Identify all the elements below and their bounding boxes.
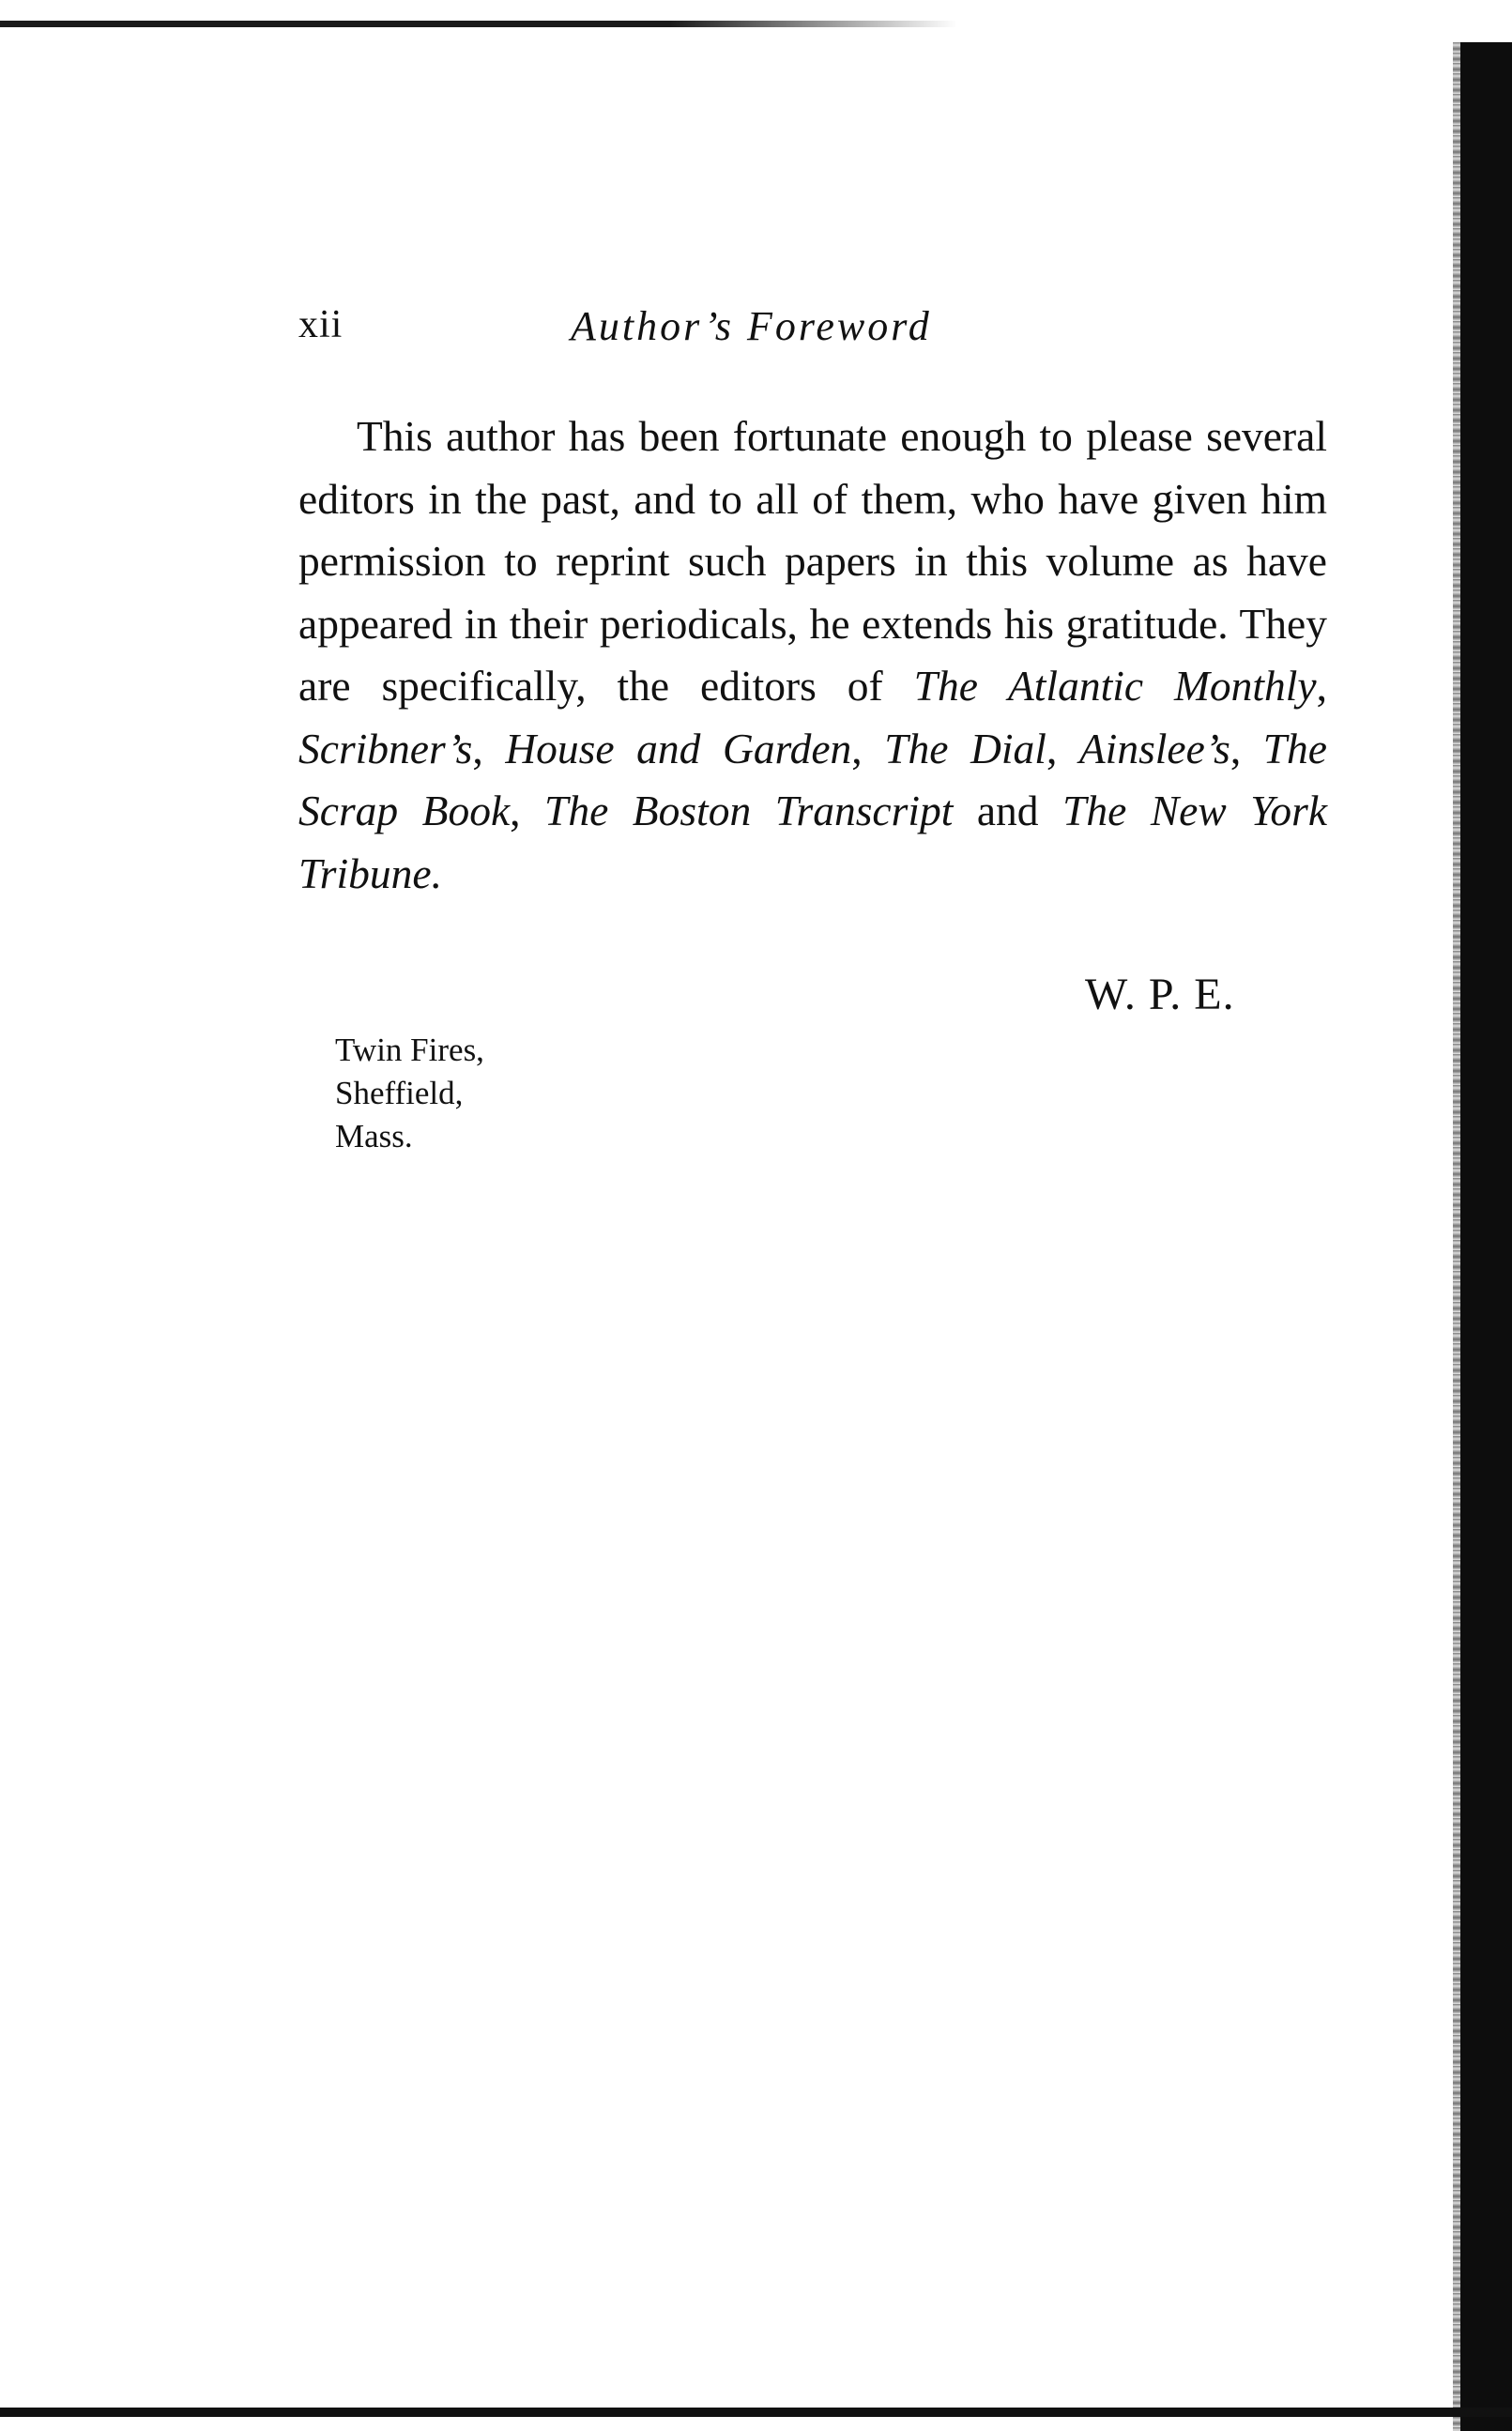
periodical-title: The New York Tribune. <box>298 787 1328 897</box>
paragraph-text: , <box>472 724 506 772</box>
paragraph-text: and <box>953 787 1063 834</box>
periodical-title: Scribner’s <box>298 724 473 772</box>
scan-edge-bottom <box>0 2408 1512 2417</box>
running-head-title: Author’s Foreword <box>571 303 932 349</box>
page-number: xii <box>298 303 344 346</box>
address-line: Twin Fires, <box>335 1032 484 1068</box>
author-initials: W. P. E. <box>1085 970 1235 1019</box>
paragraph-text: , <box>1229 724 1263 772</box>
address-line: Mass. <box>335 1118 413 1154</box>
scan-edge-top <box>0 21 957 27</box>
periodical-title: House and Garden <box>505 724 852 772</box>
address-line: Sheffield, <box>335 1075 464 1111</box>
periodical-title: Ainslee’s <box>1078 724 1230 772</box>
paragraph-text: , <box>1046 724 1079 772</box>
periodical-title: The Dial <box>884 724 1046 772</box>
scan-edge-right <box>1460 42 1512 2431</box>
paragraph-text: , <box>1316 662 1327 710</box>
periodical-title: The Boston Transcript <box>544 787 954 834</box>
paragraph-text: , <box>510 787 545 834</box>
place-of-writing <box>335 1029 484 1158</box>
running-head <box>298 302 1049 359</box>
paragraph-text: This author has been fortunate enough to please several editors in the past, and to all of them, who have given him permission to reprint such papers in this volume as have appeared in their periodicals, he extends his gratitude. They are specifically, the editors of <box>298 412 1327 710</box>
periodical-title: The Scrap Book <box>298 724 1327 834</box>
foreword-paragraph <box>298 405 1327 905</box>
periodical-title: The Atlantic Monthly <box>913 662 1317 710</box>
paragraph-text: , <box>851 724 885 772</box>
